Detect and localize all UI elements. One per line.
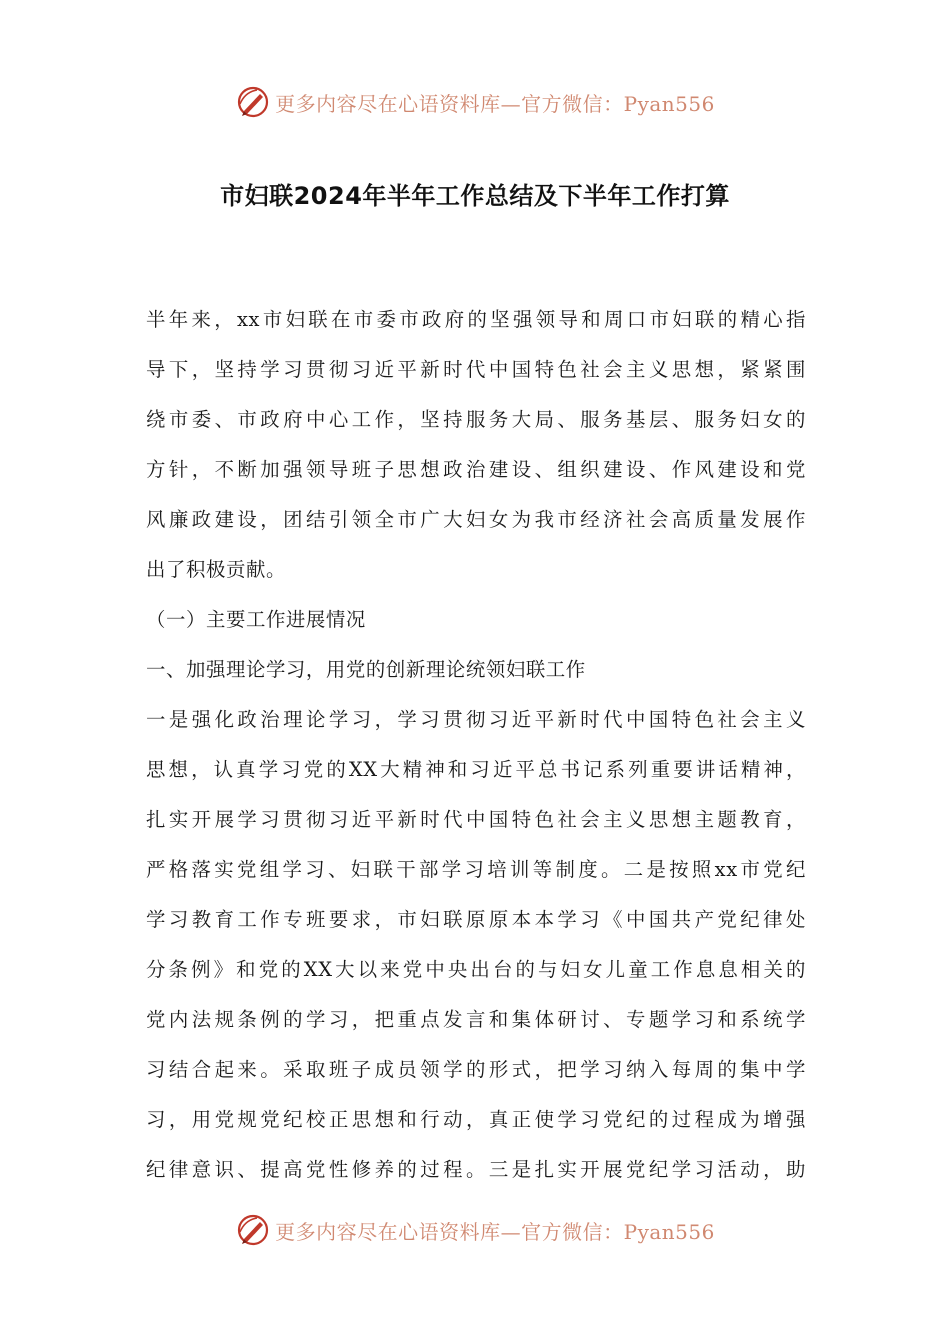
text-line: 扎实开展学习贯彻习近平新时代中国特色社会主义思想主题教育，	[146, 808, 806, 831]
document-title: 市妇联2024年半年工作总结及下半年工作打算	[220, 182, 730, 210]
text-line: 严格落实党组学习、妇联干部学习培训等制度。二是按照xx市党纪	[146, 858, 806, 881]
text-line: 习结合起来。采取班子成员领学的形式，把学习纳入每周的集中学	[146, 1058, 806, 1081]
section-heading: （一）主要工作进展情况	[146, 608, 366, 631]
text-line: 纪律意识、提高党性修养的过程。三是扎实开展党纪学习活动，助	[146, 1158, 806, 1181]
pen-logo-icon	[235, 84, 271, 120]
text-line: 方针，不断加强领导班子思想政治建设、组织建设、作风建设和党	[146, 458, 806, 481]
footer-banner	[0, 1210, 950, 1250]
text-line: 风廉政建设，团结引领全市广大妇女为我市经济社会高质量发展作	[146, 508, 806, 531]
pen-logo-icon	[235, 1212, 271, 1248]
header-banner-text: 更多内容尽在心语资料库—官方微信：Pyan556	[275, 91, 715, 116]
text-line: 思想，认真学习党的XX大精神和习近平总书记系列重要讲话精神，	[146, 758, 806, 781]
subsection-heading: 一、加强理论学习，用党的创新理论统领妇联工作	[146, 658, 586, 681]
header-banner	[0, 82, 950, 122]
text-line: 半年来，xx市妇联在市委市政府的坚强领导和周口市妇联的精心指	[146, 308, 806, 331]
text-line: 学习教育工作专班要求，市妇联原原本本学习《中国共产党纪律处	[146, 908, 806, 931]
text-line: 党内法规条例的学习，把重点发言和集体研讨、专题学习和系统学	[146, 1008, 806, 1031]
text-line: 绕市委、市政府中心工作，坚持服务大局、服务基层、服务妇女的	[146, 408, 806, 431]
text-line: 分条例》和党的XX大以来党中央出台的与妇女儿童工作息息相关的	[146, 958, 806, 981]
text-line: 导下，坚持学习贯彻习近平新时代中国特色社会主义思想，紧紧围	[146, 358, 806, 381]
text-line: 出了积极贡献。	[146, 558, 286, 581]
text-line: 习，用党规党纪校正思想和行动，真正使学习党纪的过程成为增强	[146, 1108, 806, 1131]
footer-banner-text: 更多内容尽在心语资料库—官方微信：Pyan556	[275, 1219, 715, 1244]
text-line: 一是强化政治理论学习，学习贯彻习近平新时代中国特色社会主义	[146, 708, 806, 731]
document-body	[146, 295, 806, 1195]
